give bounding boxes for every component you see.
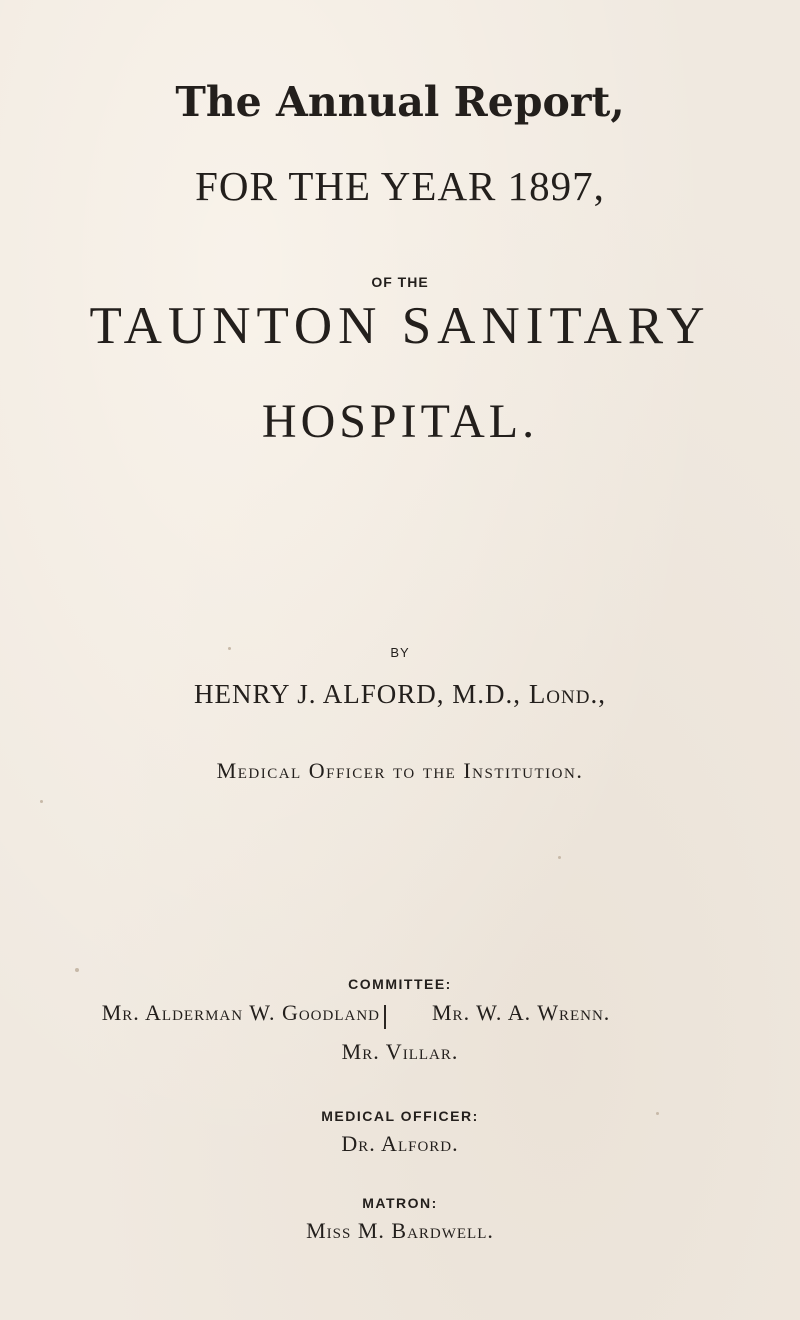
institution-name-line-1: TAUNTON SANITARY <box>89 297 711 355</box>
medical-officer-name: Dr. Alford. <box>341 1131 459 1156</box>
matron-heading: MATRON: <box>362 1195 438 1211</box>
author-name: HENRY J. ALFORD, M.D., <box>194 679 522 709</box>
committee-member-goodland: Mr. Alderman W. Goodland <box>101 1000 380 1025</box>
medical-officer-heading: MEDICAL OFFICER: <box>321 1108 479 1124</box>
committee-member-wrenn: Mr. W. A. Wrenn. <box>432 1000 611 1025</box>
author-degree: Lond., <box>528 679 606 709</box>
author-role: Medical Officer to the Institution. <box>216 758 584 783</box>
by-label: BY <box>390 645 410 660</box>
committee-separator <box>384 1005 386 1029</box>
paper-speck <box>75 968 79 972</box>
committee-heading: COMMITTEE: <box>348 976 452 992</box>
paper-speck <box>656 1112 659 1115</box>
committee-member-villar: Mr. Villar. <box>341 1039 459 1064</box>
institution-name-line-2: HOSPITAL. <box>261 395 539 448</box>
paper-speck <box>558 856 561 859</box>
paper-speck <box>228 647 231 650</box>
report-title: The Annual Report, <box>175 78 625 126</box>
of-the-label: OF THE <box>371 274 429 290</box>
year-line: FOR THE YEAR 1897, <box>195 163 605 209</box>
paper-speck <box>40 800 43 803</box>
author-line <box>0 679 800 710</box>
matron-name: Miss M. Bardwell. <box>306 1218 494 1243</box>
